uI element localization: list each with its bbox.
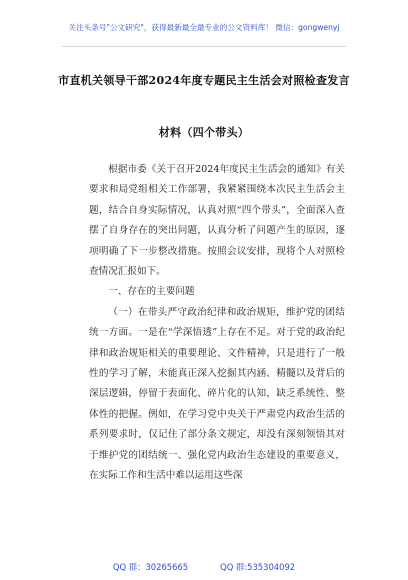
footer-qq-group-1: QQ 群：30265665 bbox=[112, 562, 189, 572]
intro-paragraph: 根据市委《关于召开2024年度民主生活会的通知》有关要求和局党组相关工作部署，我紧紧围绕本次民主生活会主题，结合自身实际情况，认真对照“四个带头”，全面深入查摆了自身存在的突出问题，认真分析了问题产生的原因，逐项明确了下一步整改措施。按照会议安排，现将个人对照检查情况汇报如下。 bbox=[89, 164, 345, 278]
header-banner: 关注头条号"公文研究"，获得最新最全最专业的公文资料库！ 微信：gongwenyj bbox=[68, 23, 340, 32]
subsection-paragraph: （一）在带头严守政治纪律和政治规矩，维护党的团结统一方面。一是在“学深悟透”上存在不足。对于党的政治纪律和政治规矩相关的重要理论、文件精神，只是进行了一般性的学习了解，未能真正深入挖掘其内涵、精髓以及背后的深层逻辑，停留于表面化、碎片化的认知，缺乏系统性、整体性的把握。例如，在学习党中央关于严肃党内政治生活的系列要求时，仅记住了部分条文规定，却没有深刻领悟其对于维护党的团结统一、强化党内政治生态建设的重要意义，在实际工作和生活中难以运用这些深 bbox=[89, 306, 345, 482]
section-heading: 一、存在的主要问题 bbox=[108, 286, 195, 298]
document-title-line-1: 市直机关领导干部2024年度专题民主生活会对照检查发言 bbox=[58, 74, 350, 87]
document-body bbox=[89, 160, 345, 487]
header-divider bbox=[62, 46, 346, 47]
document-title-line-2: 材料（四个带头） bbox=[158, 126, 250, 139]
footer-qq-group-2: QQ 群:535304092 bbox=[220, 562, 296, 572]
footer-contact bbox=[0, 561, 408, 573]
